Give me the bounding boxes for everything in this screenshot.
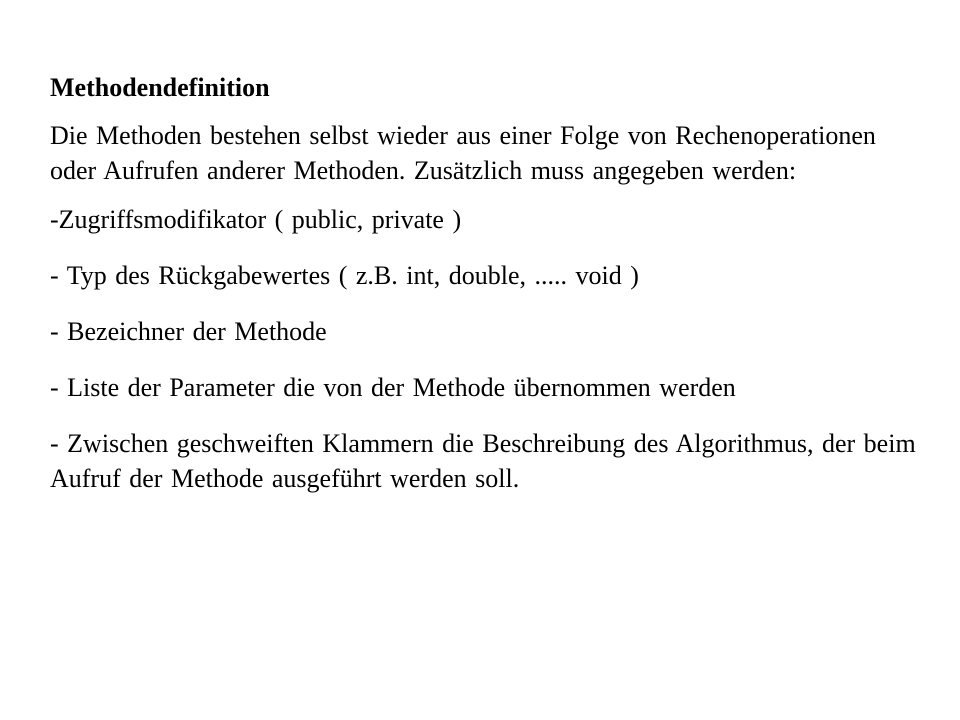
list-item-return-type: - Typ des Rückgabewertes ( z.B. int, double, ..... void ) [50,261,639,290]
slide-heading: Methodendefinition [50,73,270,102]
list-item-method-identifier: - Bezeichner der Methode [50,317,327,346]
slide-content [50,70,920,496]
list-item-method-body: - Zwischen geschweiften Klammern die Beschreibung des Algorithmus, der beim Aufruf der Methode ausgeführt werden soll. [50,429,916,493]
intro-paragraph: Die Methoden bestehen selbst wieder aus einer Folge von Rechenoperationen oder Aufrufen anderer Methoden. Zusätzlich muss angegeben werden: [50,121,876,185]
list-item-parameter-list: - Liste der Parameter die von der Methode übernommen werden [50,373,736,402]
list-item-access-modifier: -Zugriffsmodifikator ( public, private ) [50,205,462,234]
